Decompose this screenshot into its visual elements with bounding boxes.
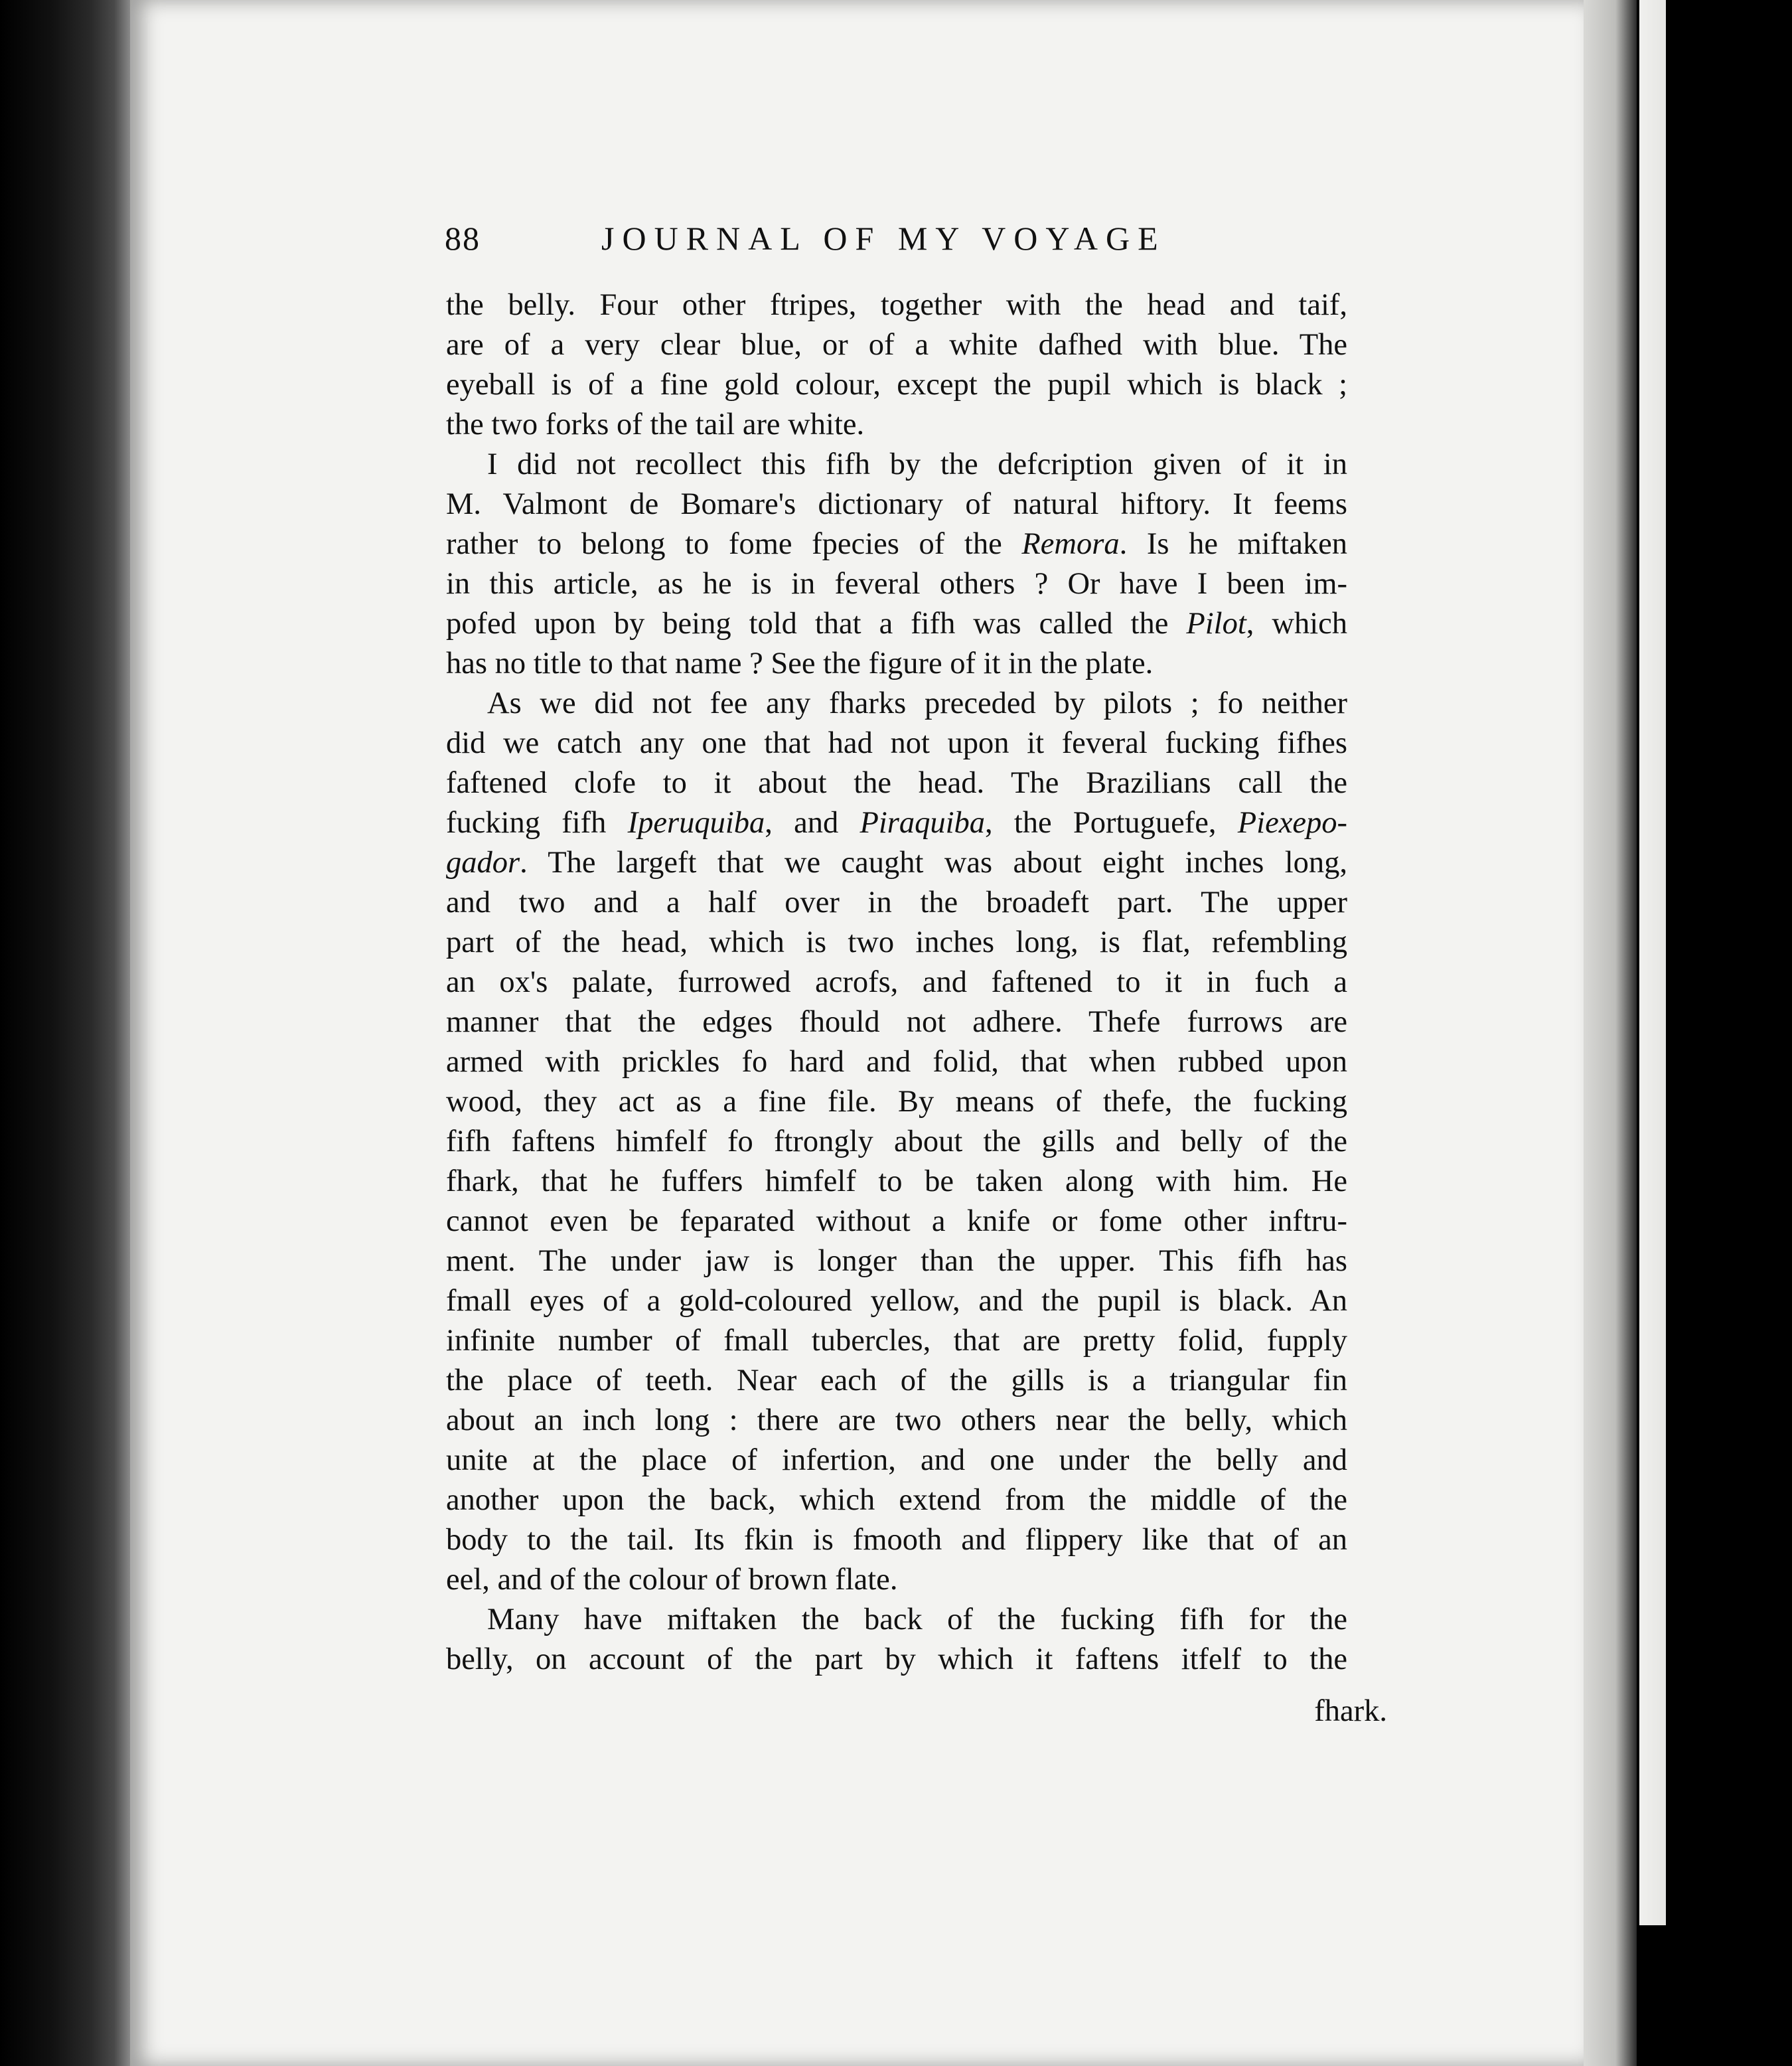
text-line: ment. The under jaw is longer than the upper. This fifh has [446, 1244, 1347, 1278]
italic-term: Piraquiba [859, 806, 986, 840]
text-line: faftened clofe to it about the head. The Brazilians call the [446, 766, 1347, 800]
italic-term: Pilot [1186, 607, 1246, 641]
text-line: about an inch long : there are two others near the belly, which [446, 1403, 1347, 1437]
text-line: did we catch any one that had not upon it feveral fucking fifhes [446, 726, 1347, 760]
text-line: gador. The largeft that we caught was about eight inches long, [446, 846, 1347, 880]
page-number: 88 [445, 220, 481, 257]
text-line: has no title to that name ? See the figure of it in the plate. [446, 647, 1154, 680]
running-header [445, 219, 1361, 266]
text-line: fucking fifh Iperuquiba, and Piraquiba, the Portuguefe, Piexepo- [446, 806, 1348, 840]
text-line: Many have miftaken the back of the fucking fifh for the [487, 1603, 1347, 1636]
text-line: pofed upon by being told that a fifh was called the Pilot, which [446, 607, 1348, 641]
facing-page-edge [1639, 0, 1666, 1925]
text-line: rather to belong to fome fpecies of the Remora. Is he miftaken [446, 527, 1347, 561]
text-line: wood, they act as a fine file. By means of thefe, the fucking [446, 1085, 1347, 1119]
text-line: body to the tail. Its fkin is fmooth and flippery like that of an [446, 1523, 1347, 1557]
text-line: another upon the back, which extend from the middle of the [446, 1483, 1347, 1517]
text-line: unite at the place of infertion, and one under the belly and [446, 1443, 1347, 1477]
italic-term: Piexepo- [1237, 806, 1348, 840]
text-line: the two forks of the tail are white. [446, 408, 865, 441]
text-line: belly, on account of the part by which it faftens itfelf to the [446, 1642, 1347, 1676]
page-gutter [1584, 0, 1637, 2066]
running-title: JOURNAL OF MY VOYAGE [601, 220, 1166, 257]
text-line: the belly. Four other ftripes, together with the head and taif, [446, 288, 1347, 322]
italic-term: Remora [1021, 527, 1120, 561]
text-line: M. Valmont de Bomare's dictionary of natural hiftory. It feems [446, 487, 1347, 521]
text-line: fifh faftens himfelf fo ftrongly about the gills and belly of the [446, 1125, 1347, 1158]
text-line: part of the head, which is two inches long, is flat, refembling [446, 925, 1347, 959]
text-line: fmall eyes of a gold-coloured yellow, and the pupil is black. An [446, 1284, 1347, 1318]
catchword: fhark. [1314, 1694, 1387, 1728]
text-line: in this article, as he is in feveral others ? Or have I been im- [446, 567, 1347, 601]
text-line: infinite number of fmall tubercles, that are pretty folid, fupply [446, 1324, 1347, 1358]
text-line: cannot even be feparated without a knife or fome other inftru- [446, 1204, 1347, 1238]
text-line: fhark, that he fuffers himfelf to be taken along with him. He [446, 1164, 1347, 1198]
text-line: As we did not fee any fharks preceded by pilots ; fo neither [487, 686, 1347, 720]
book-spine-shadow [0, 0, 130, 2066]
text-line: and two and a half over in the broadeft part. The upper [446, 886, 1347, 919]
text-line: armed with prickles fo hard and folid, that when rubbed upon [446, 1045, 1347, 1079]
text-line: the place of teeth. Near each of the gills is a triangular fin [446, 1364, 1347, 1397]
text-line: eel, and of the colour of brown flate. [446, 1563, 898, 1597]
italic-term: Iperuquiba [627, 806, 765, 840]
italic-term: gador [446, 846, 520, 880]
body-text [446, 285, 1347, 1680]
text-line: an ox's palate, furrowed acrofs, and faftened to it in fuch a [446, 965, 1347, 999]
text-line: manner that the edges fhould not adhere. Thefe furrows are [446, 1005, 1347, 1039]
text-line: I did not recollect this fifh by the defcription given of it in [487, 447, 1347, 481]
text-line: are of a very clear blue, or of a white dafhed with blue. The [446, 328, 1347, 362]
text-line: eyeball is of a fine gold colour, except the pupil which is black ; [446, 368, 1347, 402]
